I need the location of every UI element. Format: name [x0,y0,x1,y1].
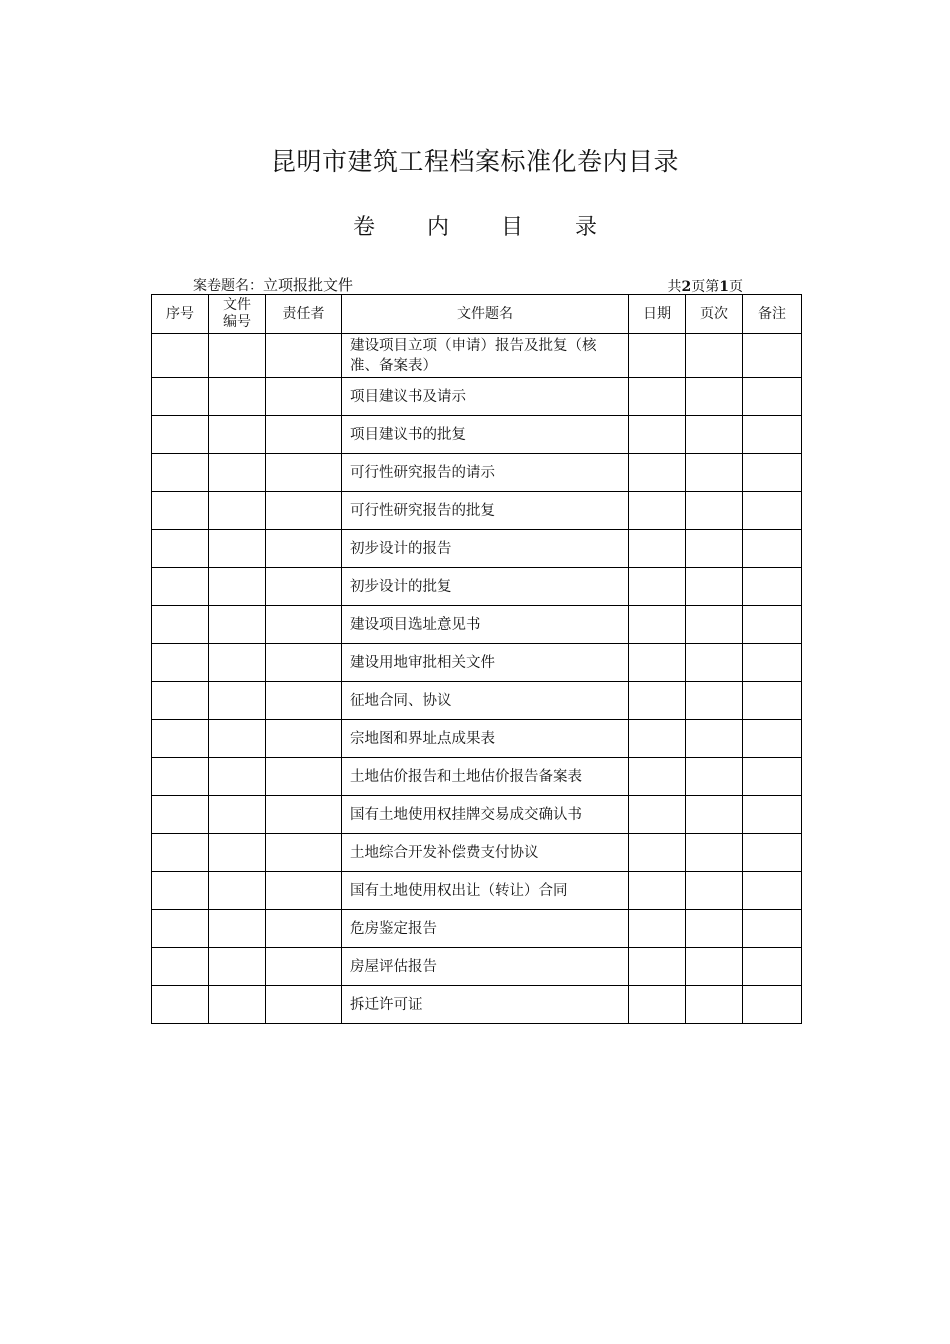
cell-title: 征地合同、协议 [342,682,629,720]
table-body [152,334,802,1024]
table-row [152,378,802,416]
cell-responsible [266,720,342,758]
cell-date [629,492,686,530]
cell-date [629,530,686,568]
cell-page [686,948,743,986]
cell-title: 项目建议书的批复 [342,416,629,454]
cell-seq [152,758,209,796]
cell-doc-no [209,834,266,872]
cell-doc-no [209,606,266,644]
cell-responsible [266,454,342,492]
cell-title: 初步设计的报告 [342,530,629,568]
cell-note [743,644,802,682]
cell-responsible [266,606,342,644]
table-row [152,910,802,948]
cell-note [743,454,802,492]
table-row [152,872,802,910]
cell-date [629,606,686,644]
cell-responsible [266,872,342,910]
cell-page [686,568,743,606]
table-row [152,644,802,682]
page-count-current: 1 [719,279,729,295]
cell-doc-no [209,378,266,416]
cell-doc-no [209,758,266,796]
cell-title: 房屋评估报告 [342,948,629,986]
cell-responsible [266,910,342,948]
cell-doc-no [209,796,266,834]
cell-responsible [266,568,342,606]
cell-date [629,378,686,416]
header-doc-no-line2: 编号 [223,314,251,330]
cell-responsible [266,378,342,416]
table-row [152,454,802,492]
table-row [152,682,802,720]
cell-title: 国有土地使用权挂牌交易成交确认书 [342,796,629,834]
cell-page [686,644,743,682]
cell-seq [152,454,209,492]
cell-note [743,416,802,454]
sub-title-char: 卷 [352,215,375,240]
catalog-table [151,294,802,1024]
cell-note [743,720,802,758]
cell-date [629,454,686,492]
cell-doc-no [209,530,266,568]
table-row [152,986,802,1024]
cell-date [629,568,686,606]
header-note: 备注 [743,295,802,334]
cell-page [686,416,743,454]
table-row [152,796,802,834]
header-date: 日期 [629,295,686,334]
cell-note [743,796,802,834]
cell-responsible [266,492,342,530]
cell-page [686,492,743,530]
cell-page [686,758,743,796]
cell-doc-no [209,948,266,986]
page-count [668,276,744,296]
page-title: 昆明市建筑工程档案标准化卷内目录 [270,147,679,176]
cell-seq [152,492,209,530]
cell-seq [152,530,209,568]
sub-title-char: 内 [426,215,449,240]
cell-responsible [266,682,342,720]
cell-seq [152,948,209,986]
cell-page [686,454,743,492]
cell-date [629,872,686,910]
cell-title: 项目建议书及请示 [342,378,629,416]
cell-note [743,758,802,796]
table-header-row [152,295,802,334]
cell-doc-no [209,454,266,492]
cell-doc-no [209,416,266,454]
cell-title: 宗地图和界址点成果表 [342,720,629,758]
cell-seq [152,796,209,834]
cell-note [743,568,802,606]
cell-note [743,606,802,644]
table-row [152,758,802,796]
cell-responsible [266,986,342,1024]
cell-date [629,416,686,454]
cell-note [743,910,802,948]
table-row [152,606,802,644]
page-count-total: 2 [681,279,692,295]
cell-title: 建设项目选址意见书 [342,606,629,644]
cell-doc-no [209,986,266,1024]
header-page: 页次 [686,295,743,334]
cell-title: 国有土地使用权出让（转让）合同 [342,872,629,910]
cell-note [743,492,802,530]
table-row [152,416,802,454]
header-title: 文件题名 [342,295,629,334]
header-responsible: 责任者 [266,295,342,334]
cell-title: 初步设计的批复 [342,568,629,606]
cell-page [686,720,743,758]
cell-seq [152,910,209,948]
cell-date [629,682,686,720]
cell-page [686,606,743,644]
table-row [152,530,802,568]
cell-note [743,986,802,1024]
cell-title: 建设用地审批相关文件 [342,644,629,682]
cell-seq [152,378,209,416]
cell-seq [152,606,209,644]
cell-title: 土地估价报告和土地估价报告备案表 [342,758,629,796]
page-count-prefix: 共 [667,279,682,295]
sub-title [0,210,950,241]
table-row [152,834,802,872]
cell-seq [152,834,209,872]
page-count-suffix: 页 [729,279,743,295]
cell-doc-no [209,682,266,720]
case-title-field [193,274,353,295]
cell-title: 拆迁许可证 [342,986,629,1024]
cell-date [629,834,686,872]
cell-doc-no [209,568,266,606]
cell-note [743,378,802,416]
cell-responsible [266,948,342,986]
cell-doc-no [209,872,266,910]
table-row [152,334,802,378]
cell-doc-no [209,492,266,530]
cell-doc-no [209,334,266,378]
cell-title: 建设项目立项（申请）报告及批复（核准、备案表） [342,334,629,378]
cell-note [743,872,802,910]
cell-responsible [266,530,342,568]
cell-seq [152,720,209,758]
cell-note [743,948,802,986]
cell-date [629,758,686,796]
cell-title: 危房鉴定报告 [342,910,629,948]
cell-doc-no [209,720,266,758]
cell-responsible [266,834,342,872]
cell-date [629,720,686,758]
sub-title-char: 录 [575,215,598,240]
case-title-label: 案卷题名： [193,278,263,294]
cell-seq [152,872,209,910]
case-meta-row [193,274,743,294]
cell-page [686,334,743,378]
cell-date [629,334,686,378]
cell-note [743,682,802,720]
cell-page [686,986,743,1024]
cell-page [686,378,743,416]
cell-seq [152,682,209,720]
cell-title: 土地综合开发补偿费支付协议 [342,834,629,872]
cell-seq [152,334,209,378]
cell-doc-no [209,910,266,948]
cell-seq [152,644,209,682]
cell-responsible [266,796,342,834]
cell-seq [152,986,209,1024]
cell-seq [152,416,209,454]
cell-page [686,910,743,948]
header-doc-no-line1: 文件 [223,297,251,313]
cell-page [686,834,743,872]
table-row [152,568,802,606]
sub-title-char: 目 [501,215,524,240]
cell-note [743,530,802,568]
cell-page [686,872,743,910]
cell-title: 可行性研究报告的请示 [342,454,629,492]
cell-date [629,644,686,682]
cell-page [686,796,743,834]
cell-date [629,910,686,948]
cell-page [686,530,743,568]
cell-note [743,834,802,872]
table-row [152,720,802,758]
cell-title: 可行性研究报告的批复 [342,492,629,530]
table-row [152,948,802,986]
cell-doc-no [209,644,266,682]
header-doc-no [209,295,266,334]
table-row [152,492,802,530]
cell-date [629,948,686,986]
cell-responsible [266,758,342,796]
cell-page [686,682,743,720]
cell-responsible [266,416,342,454]
cell-responsible [266,334,342,378]
cell-responsible [266,644,342,682]
header-seq: 序号 [152,295,209,334]
case-title-value: 立项报批文件 [263,276,354,294]
cell-date [629,796,686,834]
page-count-middle: 页第 [691,279,720,295]
cell-seq [152,568,209,606]
cell-note [743,334,802,378]
cell-date [629,986,686,1024]
